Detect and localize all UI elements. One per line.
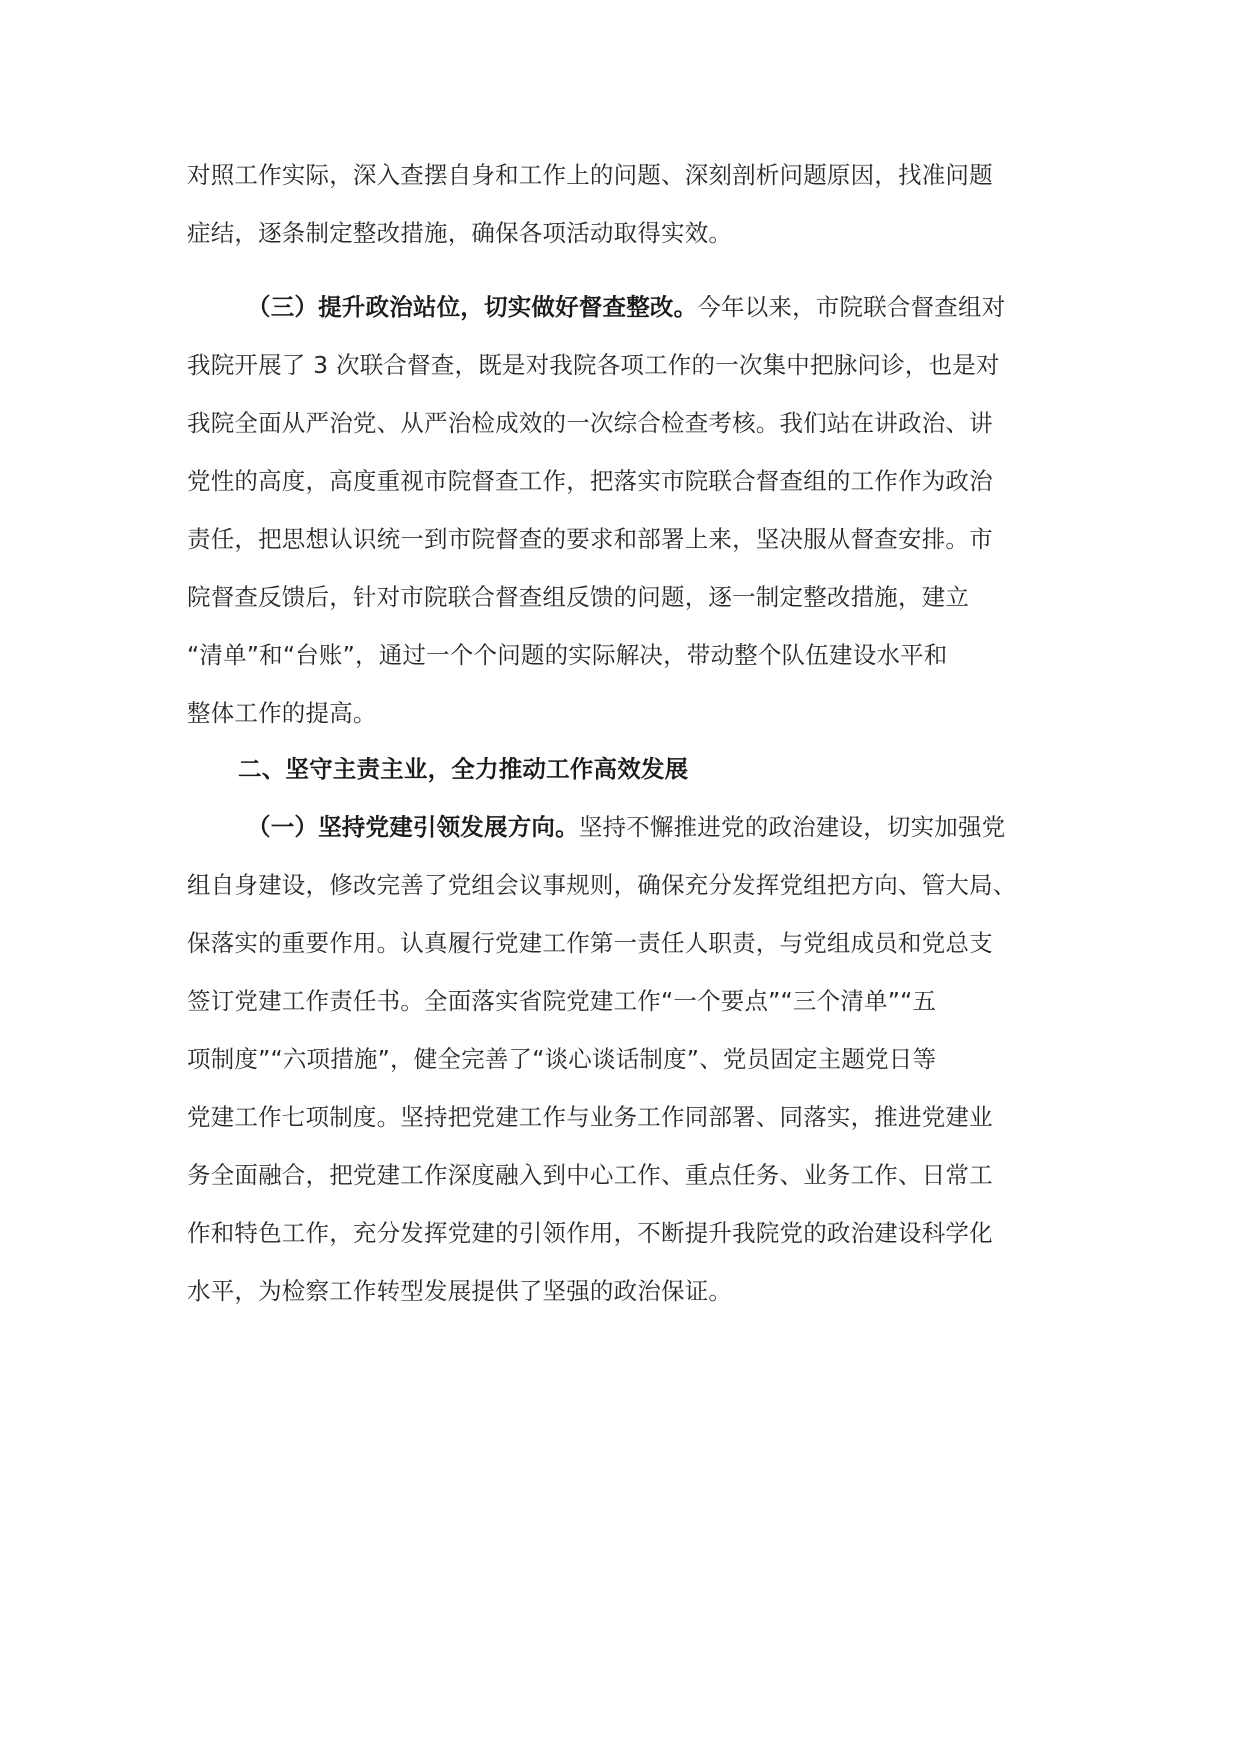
text-line <box>187 522 1067 556</box>
line-text: 组自身建设，修改完善了党组会议事规则，确保充分发挥党组把方向、管大局、 <box>187 871 1017 899</box>
line-text: 我院开展了 3 次联合督查，既是对我院各项工作的一次集中把脉问诊，也是对 <box>187 351 1000 379</box>
line-text: 整体工作的提高。 <box>187 699 377 727</box>
line-text: “清单”和“台账”，通过一个个问题的实际解决，带动整个队伍建设水平和 <box>187 641 948 669</box>
text-line <box>187 926 1067 960</box>
line-text: 水平，为检察工作转型发展提供了坚强的政治保证。 <box>187 1277 733 1305</box>
line-text: 坚持不懈推进党的政治建设，切实加强党 <box>578 813 1006 841</box>
subheading-text: （一）坚持党建引领发展方向。 <box>247 813 579 841</box>
subheading-line <box>247 810 1127 844</box>
section-heading <box>238 752 1118 786</box>
line-text: 今年以来，市院联合督查组对 <box>697 293 1006 321</box>
text-line <box>187 1158 1067 1192</box>
line-text: 对照工作实际，深入查摆自身和工作上的问题、深刻剖析问题原因，找准问题 <box>187 161 993 189</box>
text-line <box>187 696 1067 730</box>
text-line <box>187 1216 1067 1250</box>
text-line <box>187 638 1067 672</box>
text-line <box>187 1042 1067 1076</box>
line-text: 保落实的重要作用。认真履行党建工作第一责任人职责，与党组成员和党总支 <box>187 929 993 957</box>
text-line <box>187 464 1067 498</box>
line-text: 项制度”“六项措施”，健全完善了“谈心谈话制度”、党员固定主题党日等 <box>187 1045 937 1073</box>
text-line <box>187 158 1067 192</box>
text-line <box>187 406 1067 440</box>
line-text: 院督查反馈后，针对市院联合督查组反馈的问题，逐一制定整改措施，建立 <box>187 583 970 611</box>
line-text: 签订党建工作责任书。全面落实省院党建工作“一个要点”“三个清单”“五 <box>187 987 937 1015</box>
line-text: 党性的高度，高度重视市院督查工作，把落实市院联合督查组的工作作为政治 <box>187 467 993 495</box>
subheading-text: （三）提升政治站位，切实做好督查整改。 <box>247 293 698 321</box>
section-heading-text: 二、坚守主责主业，全力推动工作高效发展 <box>238 755 689 783</box>
text-line <box>187 1100 1067 1134</box>
text-line <box>187 868 1067 902</box>
line-text: 我院全面从严治党、从严治检成效的一次综合检查考核。我们站在讲政治、讲 <box>187 409 993 437</box>
text-line <box>187 216 1067 250</box>
line-text: 症结，逐条制定整改措施，确保各项活动取得实效。 <box>187 219 733 247</box>
text-line <box>187 984 1067 1018</box>
line-text: 责任，把思想认识统一到市院督查的要求和部署上来，坚决服从督查安排。市 <box>187 525 993 553</box>
line-text: 务全面融合，把党建工作深度融入到中心工作、重点任务、业务工作、日常工 <box>187 1161 993 1189</box>
subheading-line <box>247 290 1127 324</box>
line-text: 作和特色工作，充分发挥党建的引领作用，不断提升我院党的政治建设科学化 <box>187 1219 993 1247</box>
text-line <box>187 1274 1067 1308</box>
line-text: 党建工作七项制度。坚持把党建工作与业务工作同部署、同落实，推进党建业 <box>187 1103 993 1131</box>
text-line <box>187 348 1067 382</box>
text-line <box>187 580 1067 614</box>
